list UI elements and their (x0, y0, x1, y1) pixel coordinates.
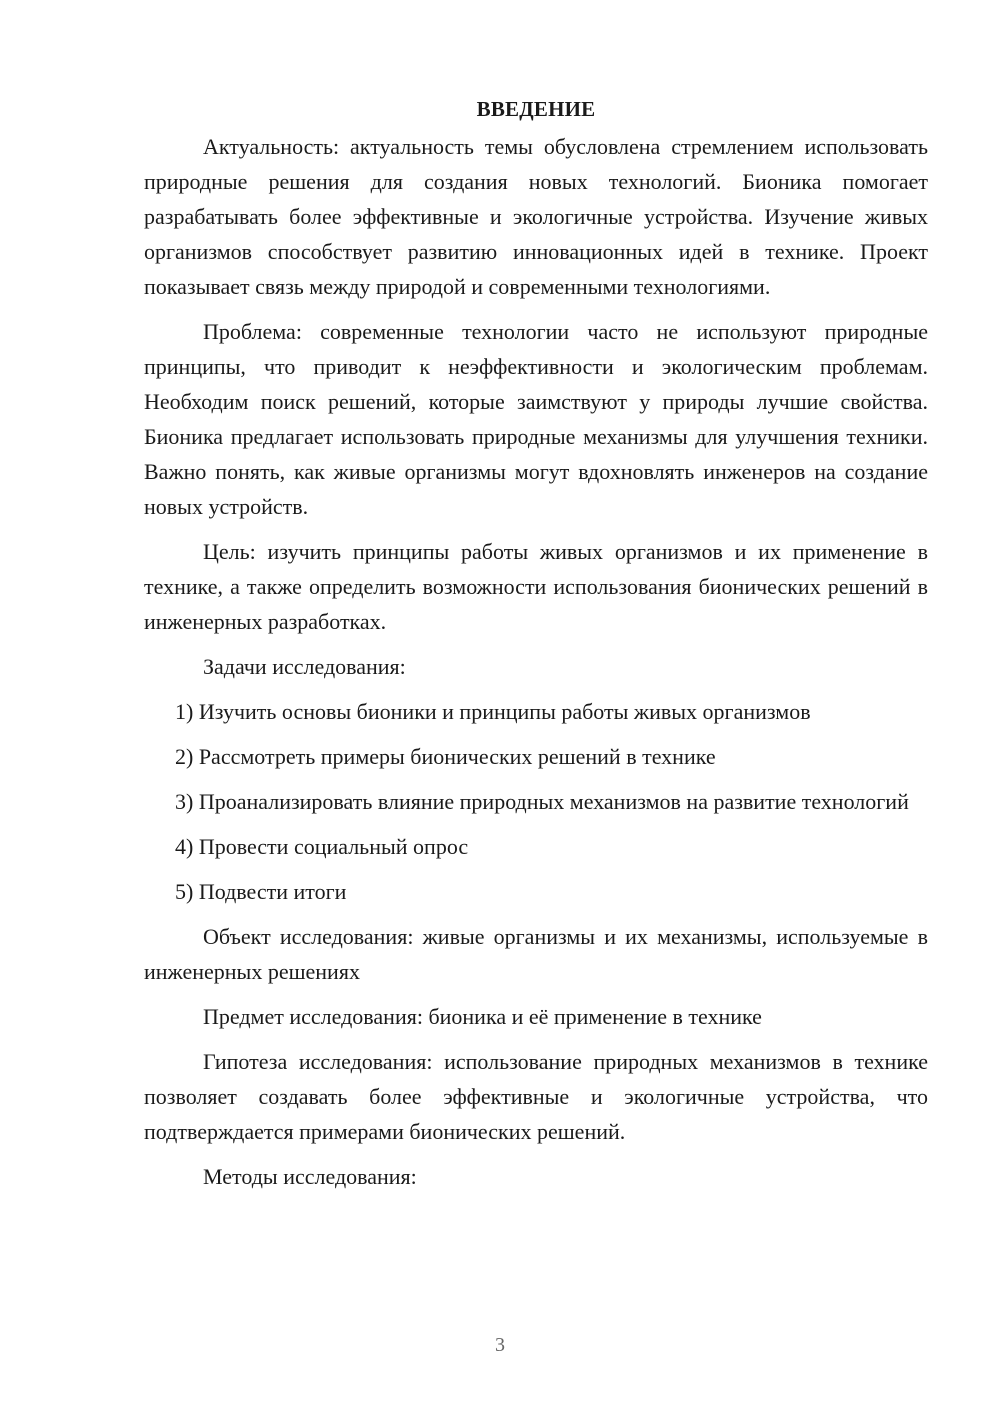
task-item-2: 2) Рассмотреть примеры бионических решений в технике (175, 744, 716, 769)
methods-title: Методы исследования: (203, 1164, 417, 1189)
hypothesis-paragraph: Гипотеза исследования: использование природных механизмов в технике позволяет создавать более эффективные и экологичные устройства, что подтверждается примерами бионических решений. (144, 1049, 928, 1144)
task-item-4: 4) Провести социальный опрос (175, 834, 469, 859)
page-content (144, 92, 928, 1204)
subject-paragraph: Предмет исследования: бионика и её применение в технике (203, 1004, 762, 1029)
object-paragraph: Объект исследования: живые организмы и их механизмы, используемые в инженерных решениях (144, 924, 928, 984)
tasks-title: Задачи исследования: (203, 654, 406, 679)
problem-paragraph: Проблема: современные технологии часто не используют природные принципы, что приводит к неэффективности и экологическим проблемам. Необходим поиск решений, которые заимствуют у природы лучшие свойства. Бионика предлагает использовать природные механизмы для улучшения техники. Важно понять, как живые организмы могут вдохновлять инженеров на создание новых устройств. (144, 319, 928, 519)
relevance-paragraph: Актуальность: актуальность темы обусловлена стремлением использовать природные решения для создания новых технологий. Бионика помогает разрабатывать более эффективные и экологичные устройства. Изучение живых организмов способствует развитию инновационных идей в технике. Проект показывает связь между природой и современными технологиями. (144, 134, 928, 299)
task-item-1: 1) Изучить основы бионики и принципы работы живых организмов (175, 699, 811, 724)
task-item-3: 3) Проанализировать влияние природных механизмов на развитие технологий (175, 789, 909, 814)
goal-paragraph: Цель: изучить принципы работы живых организмов и их применение в технике, а также определить возможности использования бионических решений в инженерных разработках. (144, 539, 928, 634)
page-title: ВВЕДЕНИЕ (476, 97, 596, 121)
task-item-5: 5) Подвести итоги (175, 879, 347, 904)
page-number: 3 (495, 1334, 505, 1356)
